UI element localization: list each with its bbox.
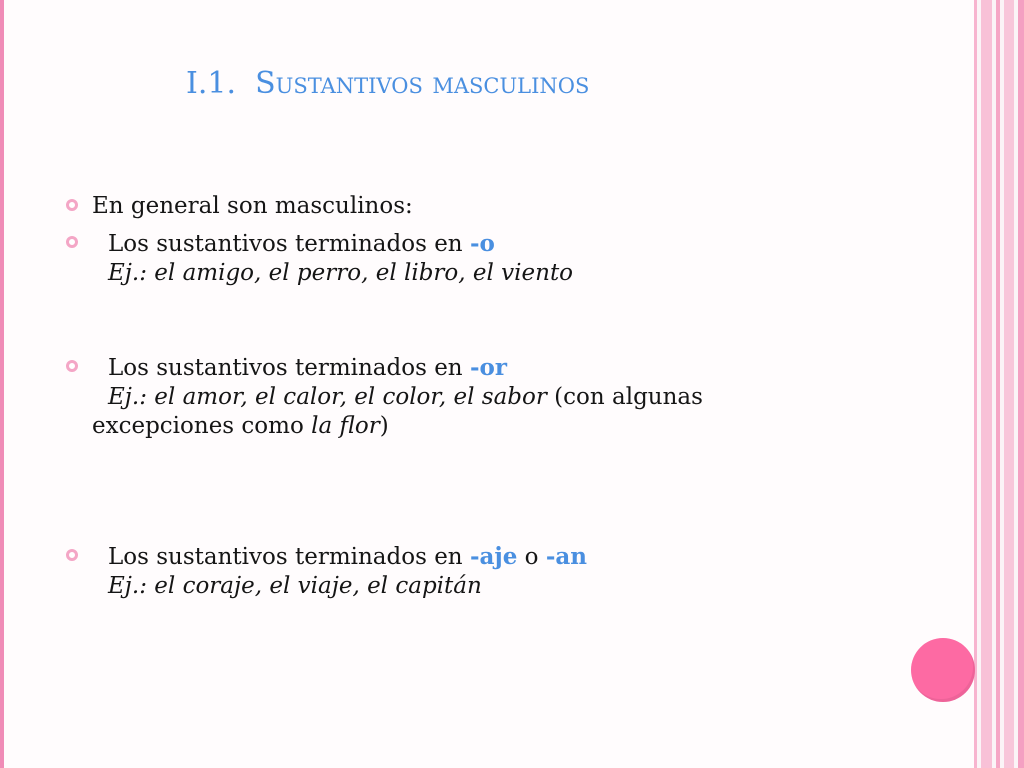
bullet-ring-icon	[66, 549, 78, 561]
example-line	[92, 383, 703, 412]
example-line: Ej.: el coraje, el viaje, el capitán	[108, 573, 482, 599]
suffix-highlight: -an	[545, 543, 587, 570]
stripe	[1004, 0, 1014, 768]
bullet-item-o	[66, 229, 573, 288]
bullet-item-general	[66, 192, 413, 221]
bullet-text	[92, 229, 573, 288]
slide-title	[186, 66, 589, 101]
bullet-ring-icon	[66, 360, 78, 372]
bullet-lead: Los sustantivos terminados en	[108, 231, 470, 257]
bullet-line	[92, 229, 573, 259]
bullet-lead: Los sustantivos terminados en	[108, 355, 470, 381]
continuation-line	[92, 412, 703, 441]
connector-text: o	[517, 544, 546, 570]
left-border-line	[0, 0, 4, 768]
bullet-text	[92, 192, 413, 221]
stripe	[981, 0, 992, 768]
title-number: I.1.	[186, 66, 237, 101]
bullet-ring-icon	[66, 199, 78, 211]
continuation-text: excepciones como	[92, 413, 312, 439]
decorative-stripes	[974, 0, 1024, 768]
bullet-text	[92, 353, 703, 441]
stripe	[1018, 0, 1024, 768]
bullet-line	[92, 353, 703, 383]
bullet-line	[92, 542, 587, 572]
suffix-highlight: -aje	[469, 543, 518, 570]
bullet-text	[92, 542, 587, 601]
example-text: Ej.: el amor, el calor, el color, el sabor	[108, 384, 547, 410]
closing-paren: )	[379, 413, 389, 439]
decorative-circle	[911, 638, 975, 702]
bullet-item-aje-an	[66, 542, 587, 601]
bullet-ring-icon	[66, 236, 78, 248]
title-text: Sustantivos masculinos	[255, 66, 590, 101]
suffix-highlight: -o	[469, 230, 495, 257]
exception-text: la flor	[311, 413, 380, 439]
suffix-highlight: -or	[469, 354, 507, 381]
bullet-item-or	[66, 353, 703, 441]
bullet-line: En general son masculinos:	[92, 193, 413, 219]
stripe	[996, 0, 1000, 768]
example-line: Ej.: el amigo, el perro, el libro, el viento	[108, 260, 574, 286]
stripe	[974, 0, 977, 768]
example-note: (con algunas	[546, 384, 703, 410]
bullet-lead: Los sustantivos terminados en	[108, 544, 470, 570]
